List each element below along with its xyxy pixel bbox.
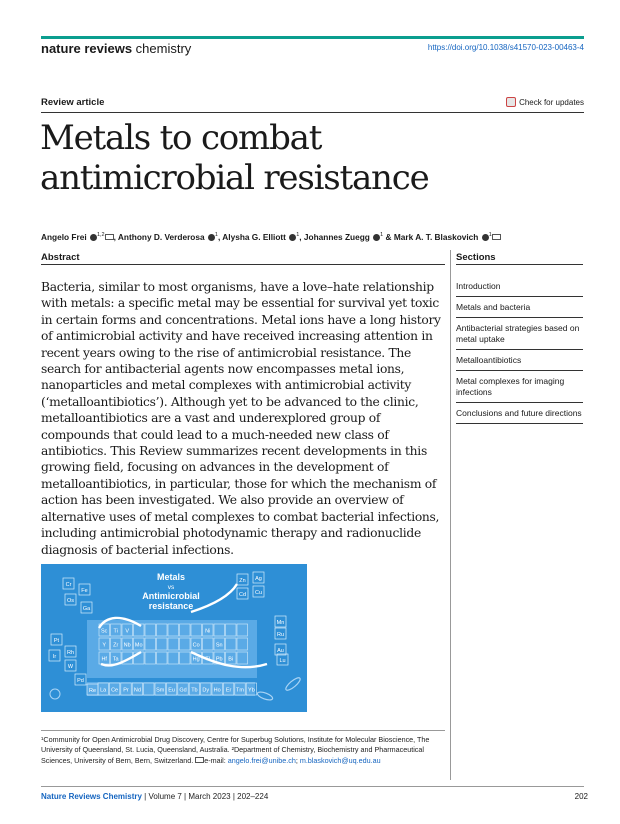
element-symbol: Ga [82,606,91,612]
element-symbol: Ag [255,576,262,582]
section-link-introduction[interactable]: Introduction [456,265,583,297]
article-title: Metals to combat antimicrobial resistance [40,118,429,198]
doi-link[interactable]: https://doi.org/10.1038/s41570-023-00463-4 [427,43,584,52]
divider [41,730,445,731]
orcid-icon [482,234,489,241]
mail-icon [105,234,114,240]
virus-icon [50,689,60,699]
element-symbol: Re [88,688,97,694]
element-symbol: Ce [111,687,119,694]
element-symbol: Nd [133,687,141,694]
element-symbol: Mn [276,620,285,626]
element-symbol: Pt [53,638,60,644]
figure-title: Antimicrobial [142,591,200,601]
orcid-icon [208,234,215,241]
article-type: Review article [41,97,105,108]
element-symbol: Pb [215,656,223,663]
email-link[interactable]: m.blaskovich@uq.edu.au [299,755,381,765]
element-symbol: Pr [123,687,129,694]
section-link-conclusions[interactable]: Conclusions and future directions [456,403,583,424]
element-symbol: Hf [101,656,107,663]
element-symbol: Pd [77,678,84,684]
author-name: Mark A. T. Blaskovich [393,232,479,242]
element-symbol: W [67,664,74,670]
element-symbol: Ho [213,687,221,694]
element-symbol: Tb [191,687,198,694]
figure-title: vs [167,584,175,591]
element-symbol: Dy [202,687,210,694]
element-symbol: V [125,628,130,635]
element-symbol: Zn [239,578,246,584]
orcid-icon [90,234,97,241]
element-symbol: Cr [65,582,72,588]
mail-icon [492,234,501,240]
element-symbol: Hg [192,656,200,663]
sections-heading: Sections [456,252,496,263]
element-symbol: Ta [112,656,119,663]
element-symbol: Ru [276,632,285,638]
element-symbol: Au [277,648,284,654]
element-symbol: Fe [81,588,88,594]
email-link[interactable]: angelo.frei@unibe.ch [227,755,296,765]
element-symbol: La [100,687,107,694]
page-footer: Nature Reviews Chemistry | Volume 7 | March 2023 | 202–224 [41,792,269,801]
element-symbol: Eu [168,687,175,694]
element-symbol: Ti [113,628,118,635]
section-link-metals-bacteria[interactable]: Metals and bacteria [456,297,583,318]
element-symbol: Os [66,598,75,604]
element-symbol: Er [225,687,232,694]
author-name: Angelo Frei [41,232,87,242]
element-symbol: Rh [66,650,75,656]
element-symbol: Sn [215,642,223,649]
check-updates-icon [506,97,516,107]
divider [41,264,445,265]
element-symbol: Cd [238,592,247,598]
figure-title: resistance [148,601,194,611]
affiliations-footnote: ¹Community for Open Antimicrobial Drug Discovery, Centre for Superbug Solutions, Institute for Molecular Bioscience, The University of Queensland, St. Lucia, Queensland, Australia. ²Department of Chemistry, Biochemistry and Pharmaceutical Sciences, University of Bern, Bern, Switzerland. e-mail: angelo.frei@unibe.ch; m.blaskovich@uq.edu.au [41,735,430,765]
author-name: Johannes Zuegg [303,232,370,242]
element-symbol: Yb [248,687,255,694]
figure-title: Metals [156,572,186,582]
bacterium-icon [284,676,302,692]
check-updates-button[interactable]: Check for updates [506,97,584,107]
column-divider [450,250,451,780]
author-name: Alysha G. Elliott [222,232,286,242]
element-symbol: Cu [254,590,263,596]
journal-name: nature reviews chemistry [41,41,192,56]
divider [41,112,584,113]
mail-icon [195,757,204,763]
element-symbol: Tl [205,656,210,663]
abstract-text: Bacteria, similar to most organisms, have a love–hate relationship with metals: a specific metal may be essential for survival yet toxic in certain forms and concentrations. Metal ions have a long history of antimicrobial activity and have received increasing attention in recent years owing to the rise of antimicrobial resistance. The search for antibacterial agents now encompasses metal ions, nanoparticles and metal complexes with antimicrobial activity (‘metalloantibiotics’). Although yet to be advanced to the clinic, metalloantibiotics are a vast and underexplored group of compounds that could lead to a much-needed new class of antibiotics. This Review summarizes recent developments in this growing field, focusing on advances in the development of metalloantibiotics, in particular, those for which the mechanism of action has been investigated. We also provide an overview of alternative uses of metal complexes to combat bacterial infections, including antimicrobial photodynamic therapy and radionuclide diagnosis of bacterial infections. [41,280,441,557]
element-symbol: Sc [100,628,108,635]
element-symbol: Mo [134,642,143,649]
element-symbol: Sm [156,687,165,694]
element-symbol: Nb [123,642,131,649]
author-name: Anthony D. Verderosa [117,232,205,242]
journal-accent-bar [41,36,584,39]
table-block [87,620,257,678]
periodic-table-illustration [41,564,307,712]
element-symbol: Ir [52,654,57,660]
sections-list [456,264,583,424]
element-symbol: Ni [205,628,211,635]
section-link-antibacterial-strategies[interactable]: Antibacterial strategies based on metal uptake [456,318,583,350]
element-symbol: Co [192,642,200,649]
author-list: Angelo Frei $^{1,2}$ , Anthony D. Verderosa $^1$, Alysha G. Elliott $^1$, Johannes Zuegg $^1$ & Mark A. T. Blaskovich $^1$ [41,232,501,242]
element-symbol: Tm [236,687,244,694]
section-link-imaging[interactable]: Metal complexes for imaging infections [456,371,583,403]
page-number: 202 [574,792,588,801]
element-symbol: Bi [228,656,234,663]
abstract-figure [41,564,307,712]
element-symbol: Lu [279,658,286,664]
element-symbol: Zr [113,642,119,649]
divider [41,786,584,787]
bacterium-icon [256,690,273,701]
element-symbol: Y [102,642,107,649]
abstract-heading: Abstract [41,252,80,263]
element-symbol: Gd [179,687,187,694]
section-link-metalloantibiotics[interactable]: Metalloantibiotics [456,350,583,371]
